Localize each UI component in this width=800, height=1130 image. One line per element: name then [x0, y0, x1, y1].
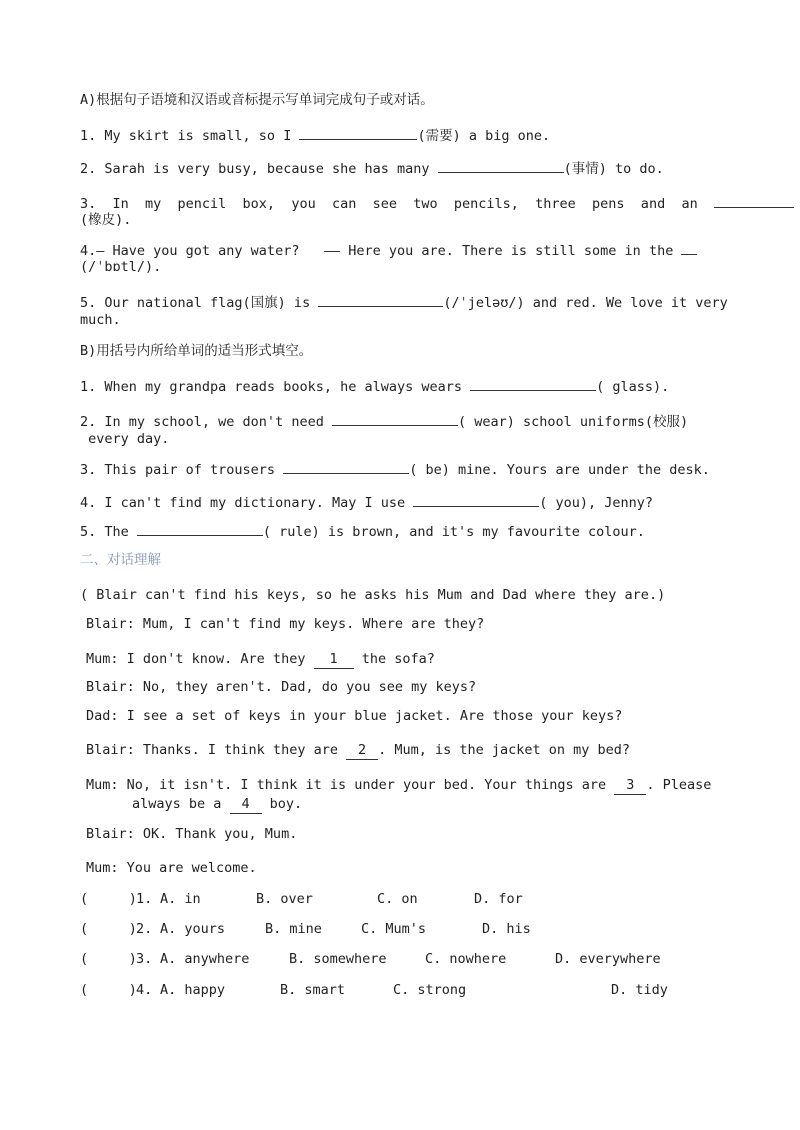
b-q5-blank[interactable]: [137, 521, 263, 536]
part-a-heading: A)根据句子语境和汉语或音标提示写单词完成句子或对话。: [80, 92, 434, 108]
a-q1-blank[interactable]: [299, 125, 417, 140]
option-a[interactable]: A. anywhere: [160, 951, 250, 967]
b-q2-blank[interactable]: [332, 411, 458, 426]
a-q4-hint: (/ˈbɒtl/).: [80, 259, 162, 275]
dialogue-intro: ( Blair can't find his keys, so he asks his Mum and Dad where they are.): [80, 587, 666, 603]
dialogue-line-6b: [132, 795, 302, 814]
option-c[interactable]: C. Mum's: [361, 921, 427, 937]
a-q3-blank[interactable]: [714, 193, 794, 208]
dialogue-line-3: Blair: No, they aren't. Dad, do you see my keys?: [86, 679, 477, 695]
d6-text: Mum: No, it isn't. I think it is under your bed. Your things are: [86, 777, 615, 793]
b-question-2: [80, 411, 688, 431]
d6b-text-end: boy.: [261, 796, 303, 812]
dialogue-blank-1[interactable]: 1: [314, 650, 354, 669]
a-question-1: [80, 125, 550, 145]
b-question-1: [80, 376, 669, 396]
a-question-2: [80, 158, 664, 178]
option-c[interactable]: C. on: [377, 891, 418, 907]
b-question-4: [80, 492, 653, 512]
choice-number: 1.: [136, 891, 153, 907]
b-q5-text: 5. The: [80, 524, 137, 540]
a-q3-text: 3. In my pencil box, you can see two pencils, three pens and an: [80, 196, 714, 212]
a-q2-hint: (事情) to do.: [563, 161, 664, 177]
dialogue-blank-3[interactable]: 3: [614, 776, 646, 795]
b-q4-hint: ( you), Jenny?: [539, 495, 654, 511]
d5-text: Blair: Thanks. I think they are: [86, 742, 347, 758]
answer-paren[interactable]: ( ): [80, 921, 137, 937]
answer-paren[interactable]: ( ): [80, 951, 137, 967]
option-d[interactable]: D. everywhere: [555, 951, 661, 967]
dialogue-line-8: Mum: You are welcome.: [86, 860, 257, 876]
option-c[interactable]: C. strong: [393, 982, 467, 998]
dialogue-line-2: [86, 650, 435, 669]
d2-text: Mum: I don't know. Are they: [86, 651, 314, 667]
b-q2-hint: ( wear) school uniforms(校服): [457, 414, 689, 430]
dialogue-blank-2[interactable]: 2: [346, 741, 378, 760]
answer-paren[interactable]: ( ): [80, 982, 137, 998]
b-q3-text: 3. This pair of trousers: [80, 462, 284, 478]
b-q2-cont: every day.: [80, 431, 170, 447]
b-q4-text: 4. I can't find my dictionary. May I use: [80, 495, 414, 511]
d5-text-end: . Mum, is the jacket on my bed?: [378, 742, 631, 758]
b-q3-hint: ( be) mine. Yours are under the desk.: [409, 462, 710, 478]
a-q3-hint: (橡皮).: [80, 212, 132, 228]
b-question-5: [80, 521, 645, 541]
a-question-3: [80, 193, 794, 213]
a-q5-cont: much.: [80, 312, 121, 328]
option-a[interactable]: A. happy: [160, 982, 226, 998]
b-question-3: [80, 459, 710, 479]
a-question-4: [80, 240, 697, 260]
dialogue-line-6: [86, 776, 711, 795]
a-q4-text: 4.— Have you got any water? —— Here you are. There is still some in the: [80, 243, 682, 259]
section-2-title: 二、对话理解: [80, 552, 161, 568]
d6-text-end: . Please: [646, 777, 712, 793]
option-a[interactable]: A. yours: [160, 921, 226, 937]
option-c[interactable]: C. nowhere: [425, 951, 507, 967]
dialogue-line-4: Dad: I see a set of keys in your blue jacket. Are those your keys?: [86, 708, 623, 724]
option-a[interactable]: A. in: [160, 891, 201, 907]
dialogue-blank-4[interactable]: 4: [230, 795, 262, 814]
dialogue-line-1: Blair: Mum, I can't find my keys. Where are they?: [86, 616, 485, 632]
b-q1-text: 1. When my grandpa reads books, he always wears: [80, 379, 471, 395]
option-b[interactable]: B. mine: [265, 921, 322, 937]
a-q2-blank[interactable]: [438, 158, 564, 173]
dialogue-line-5: [86, 741, 630, 760]
b-q2-text: 2. In my school, we don't need: [80, 414, 332, 430]
a-q4-blank[interactable]: [681, 240, 697, 255]
a-q2-text: 2. Sarah is very busy, because she has many: [80, 161, 438, 177]
dialogue-line-7: Blair: OK. Thank you, Mum.: [86, 826, 298, 842]
answer-paren[interactable]: ( ): [80, 891, 137, 907]
b-q5-hint: ( rule) is brown, and it's my favourite colour.: [262, 524, 645, 540]
a-q1-hint: (需要) a big one.: [417, 128, 551, 144]
d2-text-end: the sofa?: [353, 651, 435, 667]
option-b[interactable]: B. over: [256, 891, 313, 907]
option-b[interactable]: B. smart: [280, 982, 346, 998]
a-q5-text: 5. Our national flag(国旗) is: [80, 295, 319, 311]
b-q1-hint: ( glass).: [596, 379, 670, 395]
a-q5-blank[interactable]: [318, 292, 443, 307]
choice-number: 2.: [136, 921, 153, 937]
option-d[interactable]: D. for: [474, 891, 523, 907]
a-q1-text: 1. My skirt is small, so I: [80, 128, 300, 144]
option-d[interactable]: D. his: [482, 921, 531, 937]
b-q3-blank[interactable]: [283, 459, 409, 474]
b-q4-blank[interactable]: [413, 492, 539, 507]
part-b-heading: B)用括号内所给单词的适当形式填空。: [80, 343, 313, 359]
a-q5-hint: (/ˈjeləʊ/) and red. We love it very: [443, 295, 728, 311]
choice-number: 4.: [136, 982, 153, 998]
option-b[interactable]: B. somewhere: [289, 951, 387, 967]
a-question-5: [80, 292, 728, 312]
option-d[interactable]: D. tidy: [611, 982, 668, 998]
d6b-text: always be a: [132, 796, 230, 812]
b-q1-blank[interactable]: [470, 376, 596, 391]
choice-number: 3.: [136, 951, 153, 967]
